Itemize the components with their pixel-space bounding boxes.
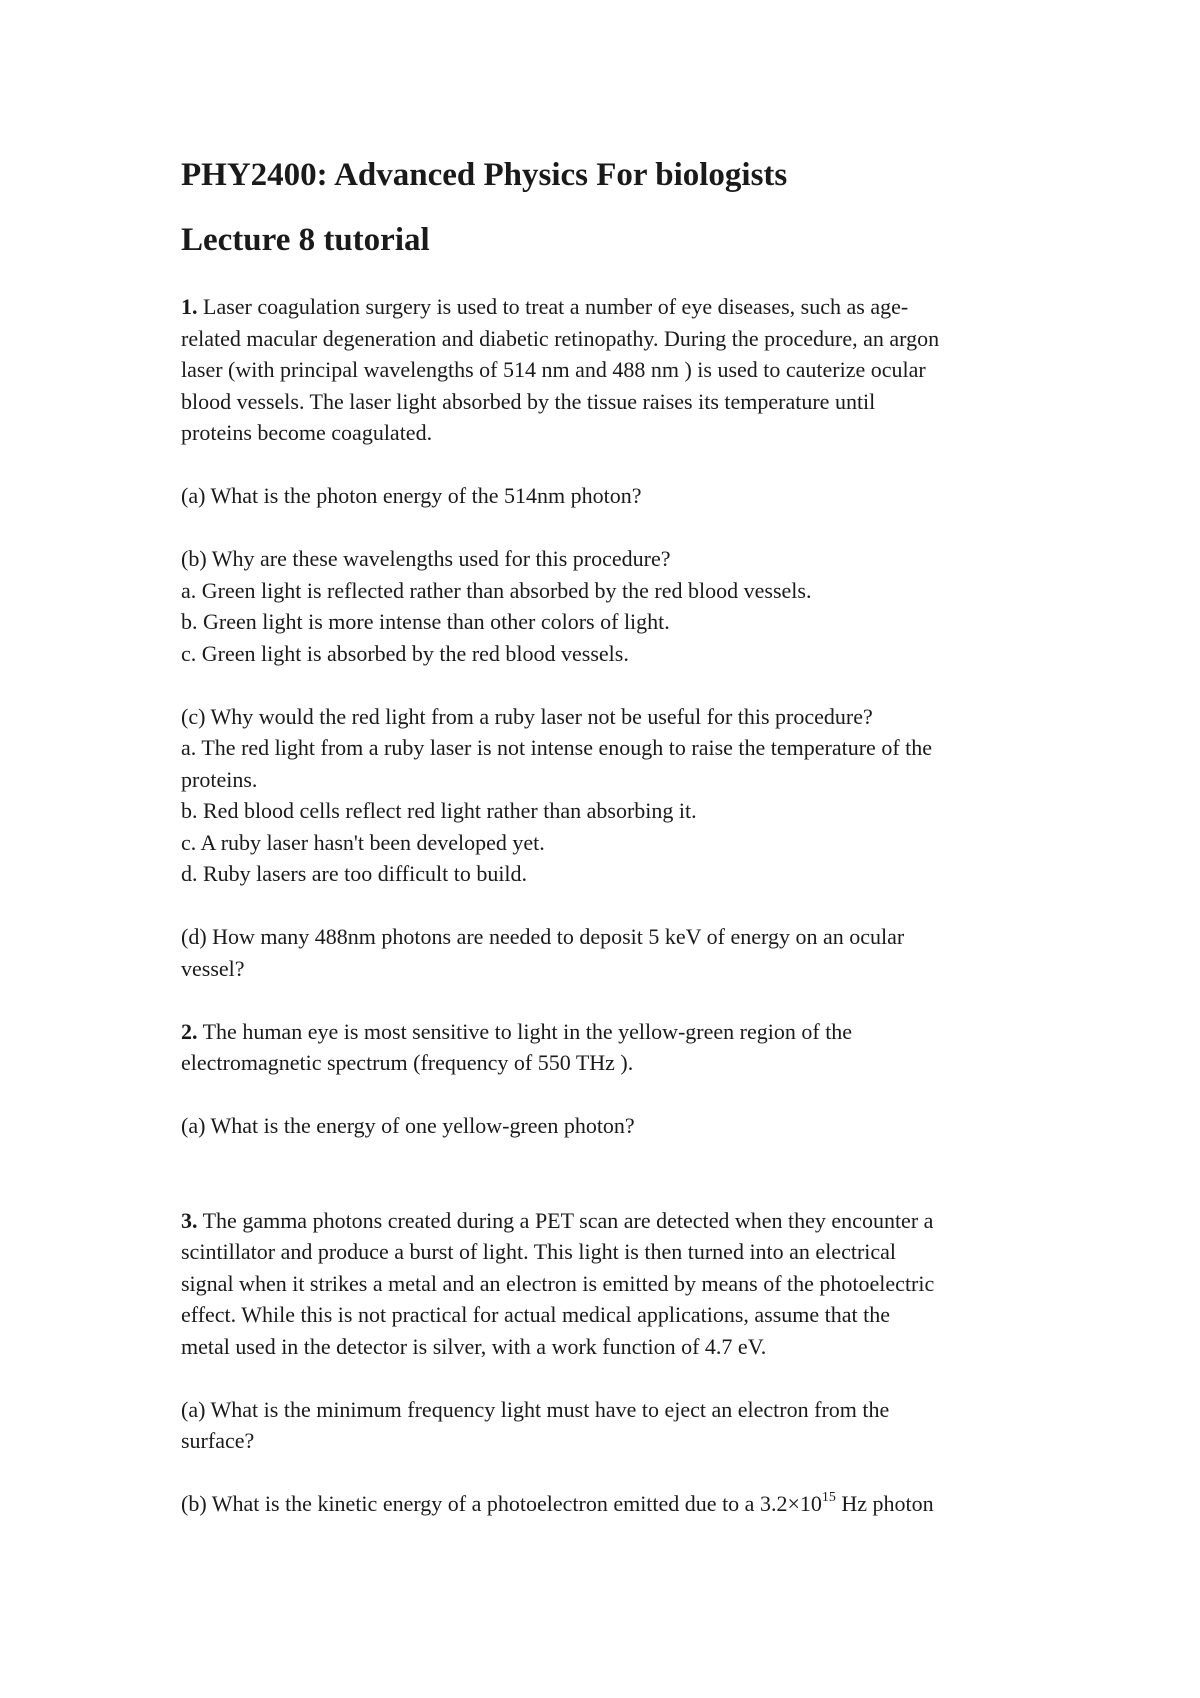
option-b: b. Green light is more intense than other colors of light. bbox=[181, 609, 670, 634]
question-1b bbox=[181, 543, 1061, 669]
question-2a: (a) What is the energy of one yellow-green photon? bbox=[181, 1113, 635, 1138]
question-2-line-1: 2. The human eye is most sensitive to light in the yellow-green region of the bbox=[181, 1018, 853, 1044]
question-3b-prefix: (b) What is the kinetic energy of a photoelectron emitted due to a 3.2×10 bbox=[181, 1491, 822, 1516]
question-1-line-3: laser (with principal wavelengths of 514 nm and 488 nm ) is used to cauterize ocular bbox=[181, 357, 926, 382]
question-3b bbox=[181, 1488, 1061, 1520]
question-1d-line-1: (d) How many 488nm photons are needed to deposit 5 keV of energy on an ocular bbox=[181, 924, 905, 949]
question-1-line-2: related macular degeneration and diabetic retinopathy. During the procedure, an argon bbox=[181, 325, 940, 351]
question-1-line-4: blood vessels. The laser light absorbed by the tissue raises its temperature until bbox=[181, 388, 876, 414]
question-1-line-1: 1. Laser coagulation surgery is used to treat a number of eye diseases, such as age- bbox=[181, 294, 909, 319]
option-c: c. A ruby laser hasn't been developed yet. bbox=[181, 829, 545, 855]
question-3-line-3: signal when it strikes a metal and an electron is emitted by means of the photoelectric bbox=[181, 1270, 935, 1296]
question-3 bbox=[181, 1205, 1061, 1520]
question-1b-text: (b) Why are these wavelengths used for this procedure? bbox=[181, 546, 671, 571]
document-page bbox=[181, 155, 1061, 1520]
question-3a-line-2: surface? bbox=[181, 1428, 255, 1453]
question-number: 2. bbox=[181, 1018, 198, 1044]
document-subtitle: Lecture 8 tutorial bbox=[181, 222, 430, 258]
question-1c bbox=[181, 701, 1061, 890]
question-1d-line-2: vessel? bbox=[181, 955, 245, 981]
question-3-line-1: 3. The gamma photons created during a PET scan are detected when they encounter a bbox=[181, 1207, 934, 1233]
option-d: d. Ruby lasers are too difficult to build. bbox=[181, 861, 528, 886]
question-3-line-2: scintillator and produce a burst of light. This light is then turned into an electrical bbox=[181, 1239, 897, 1264]
question-2 bbox=[181, 1016, 1061, 1142]
document-title: PHY2400: Advanced Physics For biologists bbox=[181, 157, 788, 193]
question-3-line-5: metal used in the detector is silver, with a work function of 4.7 eV. bbox=[181, 1333, 767, 1359]
question-1-line-5: proteins become coagulated. bbox=[181, 420, 433, 445]
option-a-continued: proteins. bbox=[181, 766, 258, 792]
question-number: 1. bbox=[181, 294, 198, 319]
question-2-intro bbox=[181, 1016, 1061, 1079]
exponent: 15 bbox=[821, 1489, 836, 1505]
question-3-intro bbox=[181, 1205, 1061, 1363]
option-c: c. Green light is absorbed by the red blood vessels. bbox=[181, 640, 629, 666]
option-b: b. Red blood cells reflect red light rather than absorbing it. bbox=[181, 798, 697, 823]
question-1-intro bbox=[181, 291, 1061, 449]
question-number: 3. bbox=[181, 1207, 198, 1233]
question-3b-suffix: Hz photon bbox=[835, 1491, 934, 1516]
option-a: a. The red light from a ruby laser is not intense enough to raise the temperature of the bbox=[181, 735, 933, 760]
question-1d bbox=[181, 921, 1061, 984]
question-1a: (a) What is the photon energy of the 514nm photon? bbox=[181, 483, 642, 508]
option-a: a. Green light is reflected rather than absorbed by the red blood vessels. bbox=[181, 577, 812, 603]
question-3a-line-1: (a) What is the minimum frequency light must have to eject an electron from the bbox=[181, 1396, 890, 1422]
question-3a bbox=[181, 1394, 1061, 1457]
question-2-line-2: electromagnetic spectrum (frequency of 550 THz ). bbox=[181, 1050, 634, 1075]
question-3-line-4: effect. While this is not practical for actual medical applications, assume that the bbox=[181, 1302, 891, 1327]
question-1 bbox=[181, 291, 1061, 984]
question-1c-text: (c) Why would the red light from a ruby laser not be useful for this procedure? bbox=[181, 703, 873, 729]
